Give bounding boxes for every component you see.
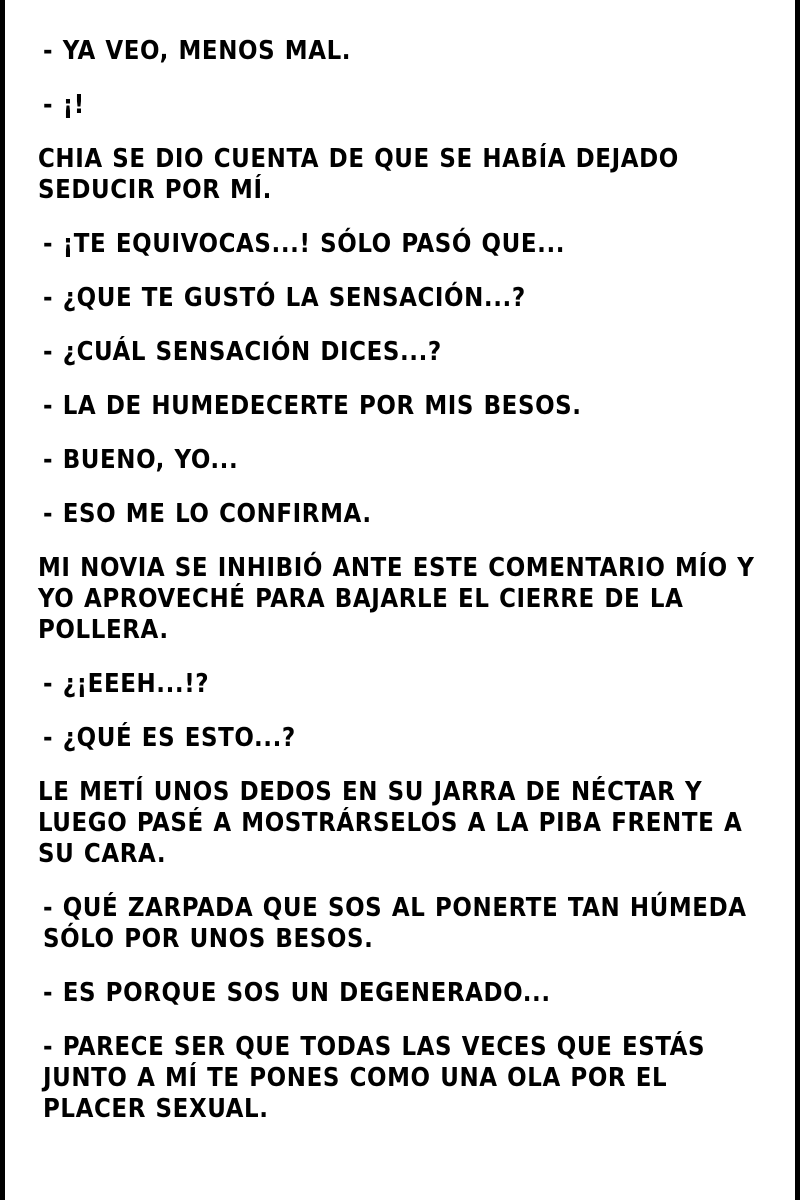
paragraph-spacer (38, 260, 758, 283)
page-border-right (795, 0, 800, 1200)
paragraph-spacer (38, 368, 758, 391)
paragraph-dialogue: - ¿CUÁL SENSACIÓN DICES...? (43, 337, 442, 367)
paragraph-spacer (38, 121, 758, 144)
paragraph-narration: LE METÍ UNOS DEDOS EN SU JARRA DE NÉCTAR Y LUEGO PASÉ A MOSTRÁRSELOS A LA PIBA FRENTE A SU CARA. (38, 777, 743, 869)
paragraph-dialogue: - ¿QUÉ ES ESTO...? (43, 723, 296, 753)
paragraph-dialogue: - QUÉ ZARPADA QUE SOS AL PONERTE TAN HÚMEDA SÓLO POR UNOS BESOS. (43, 893, 747, 954)
paragraph-dialogue: - ¿QUE TE GUSTÓ LA SENSACIÓN...? (43, 283, 526, 313)
paragraph-spacer (38, 530, 758, 553)
paragraph-spacer (38, 422, 758, 445)
paragraph-spacer (38, 955, 758, 978)
paragraph-spacer (38, 700, 758, 723)
paragraph-dialogue: - ¿¡EEEH...!? (43, 669, 210, 699)
paragraph-spacer (38, 206, 758, 229)
paragraph-spacer (38, 646, 758, 669)
paragraph-spacer (38, 1009, 758, 1032)
page-border-left (0, 0, 5, 1200)
paragraph-dialogue: - ESO ME LO CONFIRMA. (43, 499, 372, 529)
paragraph-spacer (38, 754, 758, 777)
paragraph-narration: MI NOVIA SE INHIBIÓ ANTE ESTE COMENTARIO MÍO Y YO APROVECHÉ PARA BAJARLE EL CIERRE DE LA POLLERA. (38, 553, 755, 645)
paragraph-spacer (38, 476, 758, 499)
paragraph-dialogue: - BUENO, YO... (43, 445, 239, 475)
paragraph-dialogue: - ES PORQUE SOS UN DEGENERADO... (43, 978, 551, 1008)
paragraph-dialogue: - YA VEO, MENOS MAL. (43, 36, 352, 66)
paragraph-spacer (38, 67, 758, 90)
paragraph-spacer (38, 314, 758, 337)
paragraph-dialogue: - PARECE SER QUE TODAS LAS VECES QUE ESTÁS JUNTO A MÍ TE PONES COMO UNA OLA POR EL PLACER SEXUAL. (43, 1032, 706, 1124)
paragraph-dialogue: - LA DE HUMEDECERTE POR MIS BESOS. (43, 391, 582, 421)
paragraph-dialogue: - ¡TE EQUIVOCAS...! SÓLO PASÓ QUE... (43, 229, 566, 259)
paragraph-dialogue: - ¡! (43, 90, 85, 120)
text-content (38, 36, 758, 1125)
paragraph-narration: CHIA SE DIO CUENTA DE QUE SE HABÍA DEJADO SEDUCIR POR MÍ. (38, 144, 679, 205)
paragraph-spacer (38, 870, 758, 893)
